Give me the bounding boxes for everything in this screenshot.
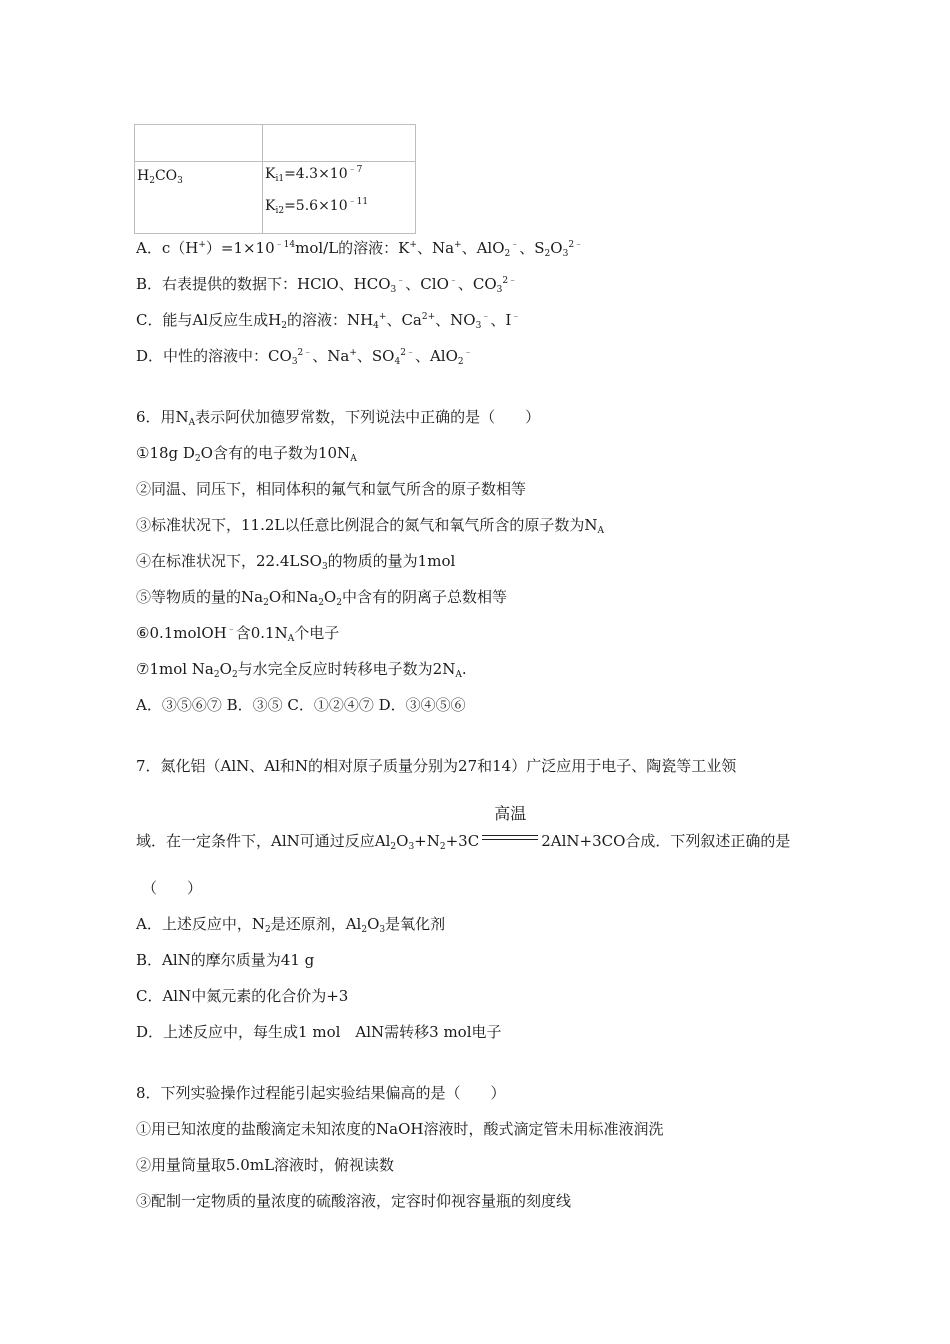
ka1-value: $K_{i1}=4.3\times 10^{﹣7}$ bbox=[265, 165, 363, 184]
q6-item-6: ⑥0.1molOH﹣含$0.1N_A$个电子 bbox=[136, 624, 340, 644]
table-header-row bbox=[135, 125, 416, 162]
q8-stem: 8．下列实验操作过程能引起实验结果偏高的是（ ） bbox=[136, 1084, 506, 1102]
q6-item-5: ⑤等物质的量的$Na_2O$和$Na_2O_2$中含有的阴离子总数相等 bbox=[136, 588, 507, 608]
q6-item-3: ③标准状况下，11.2L以任意比例混合的氮气和氧气所含的原子数为$N_A$ bbox=[136, 516, 604, 536]
ka-values-cell bbox=[263, 162, 416, 234]
compound-formula: $H_2CO_3$ bbox=[137, 168, 183, 186]
q7-option-b: B．AlN的摩尔质量为41 g bbox=[136, 951, 315, 969]
ka-table bbox=[134, 124, 416, 234]
q6-item-2: ②同温、同压下，相同体积的氟气和氩气所含的原子数相等 bbox=[136, 480, 527, 498]
q7-answer-paren: （ ） bbox=[142, 879, 203, 897]
q6-options: A．③⑤⑥⑦ B．③⑤ C．①②④⑦ D．③④⑤⑥ bbox=[136, 696, 466, 714]
compound-cell bbox=[135, 162, 263, 234]
q7-option-c: C．AlN中氮元素的化合价为+3 bbox=[136, 987, 349, 1005]
reaction-condition: 高温 bbox=[494, 804, 527, 823]
q5-option-a: A．$c(H^+)=1\times 10^{﹣14}mol/L$的溶液：K+、Na+、AlO$_2$﹣、$S_2O_3^{2﹣}$ bbox=[136, 239, 584, 259]
q8-item-1: ①用已知浓度的盐酸滴定未知浓度的NaOH溶液时，酸式滴定管未用标准液润洗 bbox=[136, 1120, 664, 1138]
table-header-cell bbox=[263, 125, 416, 162]
q5-option-c: C．能与Al反应生成$H_2$的溶液：$NH_4^+$、$Ca^{2+}$、$NO_3^﹣$、I﹣ bbox=[136, 311, 521, 331]
q7-option-d: D．上述反应中，每生成1 mol AlN需转移3 mol电子 bbox=[136, 1023, 502, 1041]
q7-option-a: A．上述反应中，$N_2$是还原剂，$Al_2O_3$是氧化剂 bbox=[136, 915, 446, 935]
q6-item-4: ④在标准状况下，$22.4LSO_3$的物质的量为1mol bbox=[136, 552, 456, 572]
table-row bbox=[135, 162, 416, 234]
q8-item-3: ③配制一定物质的量浓度的硫酸溶液，定容时仰视容量瓶的刻度线 bbox=[136, 1192, 572, 1210]
q6-stem: 6．用$N_A$表示阿伏加德罗常数，下列说法中正确的是（ ） bbox=[136, 408, 541, 428]
q5-option-d: D．中性的溶液中：$CO_3^{2﹣}$、Na+、$SO_4^{2﹣}$、AlO$_2$﹣ bbox=[136, 347, 473, 367]
reaction-equal-sign bbox=[480, 804, 540, 846]
q6-item-1: ①18g $D_2O$含有的电子数为$10N_A$ bbox=[136, 444, 357, 464]
ka2-value: $K_{i2}=5.6\times 10^{﹣11}$ bbox=[265, 197, 369, 216]
q7-stem-line1: 7．氮化铝（AlN、Al和N的相对原子质量分别为27和14）广泛应用于电子、陶瓷等工业领 bbox=[136, 757, 737, 775]
table-header-cell bbox=[135, 125, 263, 162]
q7-stem-line2: 域．在一定条件下，AlN可通过反应$Al_2O_3+N_2+3C$ 高温 2AlN+3CO合成．下列叙述正确的是 bbox=[136, 804, 791, 852]
q5-option-b: B．右表提供的数据下：HClO、$HCO_3^﹣$、ClO﹣、$CO_3^{2﹣}$ bbox=[136, 275, 518, 295]
q8-item-2: ②用量筒量取5.0mL溶液时，俯视读数 bbox=[136, 1156, 395, 1174]
q6-item-7: ⑦1mol $Na_2O_2$与水完全反应时转移电子数为$2N_A$. bbox=[136, 660, 467, 680]
